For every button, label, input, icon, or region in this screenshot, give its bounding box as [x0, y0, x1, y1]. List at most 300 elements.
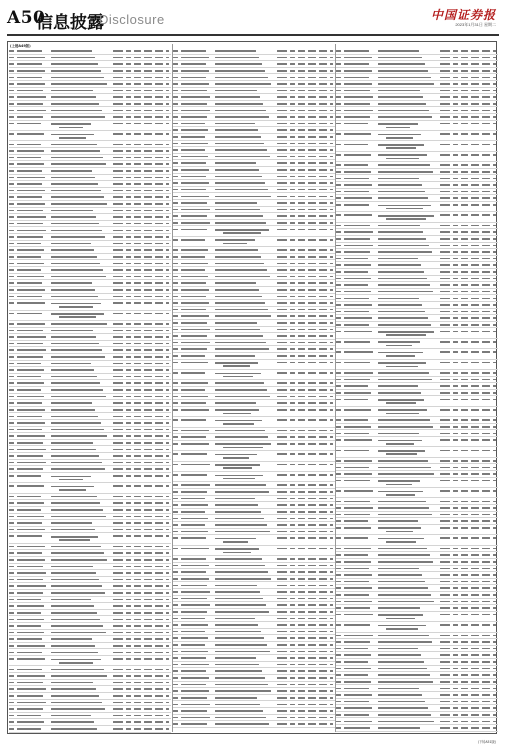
table-cell — [155, 63, 163, 65]
table-cell — [493, 688, 496, 690]
table-cell — [290, 690, 295, 692]
table-cell — [215, 454, 257, 456]
table-cell — [298, 498, 305, 500]
table-cell — [330, 591, 333, 593]
table-cell — [298, 335, 305, 337]
table-cell — [461, 661, 468, 663]
table-cell — [173, 491, 178, 493]
table-cell — [144, 566, 152, 568]
table-row — [9, 88, 171, 95]
table-cell — [298, 63, 305, 65]
table-cell — [17, 289, 45, 291]
table-cell — [51, 529, 95, 531]
table-cell — [51, 502, 100, 504]
table-cell — [471, 594, 479, 596]
table-cell — [461, 574, 468, 576]
table-cell — [471, 399, 479, 401]
table-cell — [471, 238, 479, 240]
table-row — [336, 525, 498, 535]
table-cell — [126, 416, 131, 418]
table-cell — [134, 196, 141, 198]
table-cell — [166, 688, 169, 690]
table-cell — [336, 561, 341, 563]
table-column-2 — [173, 48, 335, 732]
table-cell — [336, 537, 341, 539]
table-cell — [155, 721, 163, 723]
table-cell — [113, 429, 123, 431]
table-cell — [471, 537, 479, 539]
table-cell — [215, 103, 263, 105]
table-cell — [386, 494, 415, 496]
table-cell — [181, 598, 207, 600]
table-cell — [166, 442, 169, 444]
table-cell — [482, 727, 490, 729]
table-cell — [319, 677, 327, 679]
table-cell — [173, 229, 178, 231]
table-cell — [215, 511, 261, 513]
table-cell — [330, 484, 333, 486]
table-row — [173, 48, 335, 55]
table-cell — [330, 372, 333, 374]
table-cell — [344, 714, 369, 716]
table-cell — [336, 668, 341, 670]
table-cell — [493, 90, 496, 92]
table-cell — [330, 651, 333, 653]
table-cell — [113, 249, 123, 251]
table-cell — [173, 342, 178, 344]
table-cell — [493, 379, 496, 381]
table-cell — [126, 529, 131, 531]
table-cell — [9, 502, 14, 504]
table-row — [173, 267, 335, 274]
table-cell — [319, 504, 327, 506]
table-cell — [440, 57, 450, 59]
table-cell — [173, 531, 178, 533]
table-cell — [134, 546, 141, 548]
table-cell — [440, 460, 450, 462]
table-cell — [290, 382, 295, 384]
table-row — [9, 254, 171, 261]
table-cell — [17, 585, 46, 587]
table-cell — [134, 144, 141, 146]
table-cell — [166, 585, 169, 587]
table-row — [173, 280, 335, 287]
table-cell — [215, 443, 271, 445]
table-cell — [126, 282, 131, 284]
table-cell — [440, 467, 450, 469]
table-cell — [113, 369, 123, 371]
table-cell — [155, 269, 163, 271]
table-row — [336, 437, 498, 447]
table-cell — [298, 116, 305, 118]
table-cell — [51, 468, 105, 470]
table-cell — [336, 527, 341, 529]
table-row — [336, 471, 498, 478]
table-cell — [386, 366, 418, 368]
table-row — [9, 114, 171, 121]
table-cell — [461, 450, 468, 452]
table-cell — [181, 143, 208, 145]
table-cell — [181, 335, 207, 337]
table-cell — [277, 103, 287, 105]
table-cell — [173, 578, 178, 580]
table-cell — [166, 402, 169, 404]
table-cell — [482, 624, 490, 626]
table-cell — [134, 63, 141, 65]
table-cell — [215, 498, 255, 500]
table-cell — [330, 389, 333, 391]
table-row — [336, 339, 498, 349]
table-cell — [336, 324, 341, 326]
table-cell — [155, 708, 163, 710]
table-row — [9, 55, 171, 62]
table-cell — [308, 322, 316, 324]
table-cell — [493, 450, 496, 452]
table-cell — [9, 116, 14, 118]
table-cell — [308, 474, 316, 476]
table-cell — [51, 363, 91, 365]
table-row — [336, 464, 498, 471]
table-row — [336, 55, 498, 62]
table-cell — [471, 548, 479, 550]
table-cell — [173, 348, 178, 350]
table-cell — [51, 263, 100, 265]
table-cell — [113, 702, 123, 704]
table-cell — [17, 572, 46, 574]
table-cell — [319, 282, 327, 284]
table-cell — [277, 289, 287, 291]
table-cell — [113, 579, 123, 581]
table-cell — [386, 218, 426, 220]
table-cell — [290, 537, 295, 539]
table-cell — [144, 163, 152, 165]
table-cell — [126, 116, 131, 118]
table-cell — [298, 348, 305, 350]
table-cell — [181, 389, 205, 391]
table-cell — [155, 150, 163, 152]
table-cell — [330, 498, 333, 500]
table-cell — [378, 721, 434, 723]
table-cell — [290, 453, 295, 455]
table-cell — [461, 439, 468, 441]
table-row — [173, 489, 335, 496]
table-cell — [126, 382, 131, 384]
table-cell — [298, 209, 305, 211]
table-cell — [155, 566, 163, 568]
table-cell — [17, 183, 42, 185]
table-cell — [166, 409, 169, 411]
table-cell — [155, 416, 163, 418]
table-cell — [440, 694, 450, 696]
table-cell — [471, 501, 479, 503]
table-cell — [319, 103, 327, 105]
table-cell — [17, 163, 44, 165]
table-cell — [330, 571, 333, 573]
table-cell — [378, 278, 427, 280]
table-cell — [134, 369, 141, 371]
table-row — [173, 655, 335, 662]
table-cell — [134, 282, 141, 284]
table-cell — [181, 149, 205, 151]
table-cell — [453, 225, 458, 227]
table-cell — [113, 77, 123, 79]
table-cell — [113, 123, 123, 125]
table-cell — [181, 697, 207, 699]
table-cell — [9, 449, 14, 451]
continued-to-label: (下转A51版) — [477, 740, 496, 744]
table-cell — [9, 509, 14, 511]
table-cell — [173, 202, 178, 204]
table-cell — [344, 648, 368, 650]
table-row — [173, 582, 335, 589]
table-cell — [471, 668, 479, 670]
table-row — [9, 148, 171, 155]
table-cell — [290, 263, 295, 265]
table-cell — [126, 535, 131, 537]
table-cell — [51, 612, 97, 614]
table-cell — [166, 566, 169, 568]
table-cell — [440, 507, 450, 509]
table-cell — [482, 614, 490, 616]
table-cell — [113, 396, 123, 398]
table-cell — [378, 568, 419, 570]
table-cell — [378, 83, 434, 85]
table-cell — [144, 170, 152, 172]
table-cell — [181, 129, 208, 131]
table-cell — [378, 527, 421, 529]
table-cell — [155, 210, 163, 212]
table-cell — [482, 654, 490, 656]
table-cell — [134, 243, 141, 245]
table-cell — [173, 70, 178, 72]
table-cell — [290, 296, 295, 298]
table-cell — [155, 502, 163, 504]
table-cell — [453, 527, 458, 529]
table-cell — [344, 654, 371, 656]
table-cell — [144, 658, 152, 660]
table-cell — [471, 311, 479, 313]
table-cell — [440, 419, 450, 421]
table-cell — [308, 571, 316, 573]
table-cell — [17, 516, 44, 518]
table-cell — [378, 304, 422, 306]
table-cell — [173, 372, 178, 374]
table-cell — [9, 728, 14, 730]
table-cell — [493, 204, 496, 206]
table-cell — [290, 704, 295, 706]
table-cell — [298, 684, 305, 686]
table-row — [336, 725, 498, 732]
table-cell — [493, 439, 496, 441]
table-cell — [461, 594, 468, 596]
table-cell — [17, 57, 45, 59]
table-cell — [308, 50, 316, 52]
table-cell — [144, 396, 152, 398]
table-cell — [440, 439, 450, 441]
table-row — [9, 460, 171, 467]
table-cell — [308, 149, 316, 151]
table-cell — [453, 133, 458, 135]
table-cell — [215, 373, 261, 375]
table-cell — [51, 619, 100, 621]
table-cell — [440, 607, 450, 609]
table-cell — [344, 701, 369, 703]
table-row — [9, 400, 171, 407]
table-cell — [330, 63, 333, 65]
table-cell — [290, 110, 295, 112]
table-cell — [9, 579, 14, 581]
table-cell — [17, 144, 41, 146]
table-cell — [461, 554, 468, 556]
table-cell — [453, 154, 458, 156]
table-cell — [290, 396, 295, 398]
table-cell — [155, 382, 163, 384]
table-cell — [461, 284, 468, 286]
table-cell — [344, 317, 372, 319]
table-cell — [173, 335, 178, 337]
table-cell — [482, 204, 490, 206]
table-cell — [126, 546, 131, 548]
table-cell — [17, 535, 42, 537]
table-cell — [290, 697, 295, 699]
table-cell — [493, 561, 496, 563]
table-cell — [113, 363, 123, 365]
table-cell — [461, 490, 468, 492]
table-cell — [17, 435, 45, 437]
table-cell — [378, 701, 425, 703]
table-cell — [336, 392, 341, 394]
table-row — [173, 589, 335, 596]
table-cell — [440, 574, 450, 576]
table-row — [9, 241, 171, 248]
table-cell — [319, 585, 327, 587]
table-cell — [181, 182, 209, 184]
table-cell — [181, 537, 206, 539]
table-cell — [319, 70, 327, 72]
table-cell — [181, 604, 210, 606]
table-cell — [471, 83, 479, 85]
table-cell — [113, 625, 123, 627]
table-cell — [319, 129, 327, 131]
table-cell — [277, 484, 287, 486]
table-cell — [144, 721, 152, 723]
table-cell — [319, 618, 327, 620]
table-cell — [17, 210, 43, 212]
table-cell — [330, 396, 333, 398]
table-row — [9, 168, 171, 175]
table-cell — [113, 502, 123, 504]
table-cell — [344, 197, 372, 199]
table-cell — [378, 352, 423, 354]
table-cell — [277, 77, 287, 79]
table-cell — [9, 475, 14, 477]
table-cell — [330, 282, 333, 284]
table-column-3 — [336, 48, 498, 732]
table-cell — [17, 546, 45, 548]
table-cell — [134, 396, 141, 398]
table-cell — [51, 243, 91, 245]
table-cell — [134, 249, 141, 251]
table-cell — [344, 251, 370, 253]
table-cell — [344, 721, 372, 723]
table-cell — [9, 572, 14, 574]
table-cell — [134, 216, 141, 218]
table-cell — [277, 302, 287, 304]
table-cell — [166, 728, 169, 730]
table-row — [336, 289, 498, 296]
table-cell — [378, 50, 419, 52]
table-cell — [378, 341, 420, 343]
table-cell — [113, 509, 123, 511]
table-row — [9, 649, 171, 656]
table-cell — [461, 90, 468, 92]
table-row — [336, 692, 498, 699]
table-cell — [144, 546, 152, 548]
table-cell — [51, 90, 93, 92]
table-cell — [378, 164, 430, 166]
table-cell — [51, 376, 97, 378]
table-cell — [319, 697, 327, 699]
table-cell — [471, 245, 479, 247]
table-cell — [166, 249, 169, 251]
table-cell — [113, 669, 123, 671]
table-cell — [51, 682, 93, 684]
table-cell — [482, 271, 490, 273]
table-cell — [51, 196, 104, 198]
table-cell — [155, 422, 163, 424]
table-cell — [290, 149, 295, 151]
table-cell — [319, 389, 327, 391]
table-cell — [9, 669, 14, 671]
table-cell — [181, 651, 208, 653]
table-cell — [134, 90, 141, 92]
table-row — [173, 127, 335, 134]
table-cell — [298, 342, 305, 344]
table-cell — [166, 468, 169, 470]
table-cell — [482, 83, 490, 85]
table-cell — [336, 648, 341, 650]
table-cell — [482, 467, 490, 469]
table-row — [173, 220, 335, 227]
table-cell — [330, 670, 333, 672]
table-cell — [134, 157, 141, 159]
table-row — [9, 433, 171, 440]
table-cell — [181, 585, 207, 587]
table-cell — [330, 677, 333, 679]
table-cell — [298, 196, 305, 198]
table-cell — [298, 176, 305, 178]
table-cell — [173, 329, 178, 331]
table-cell — [493, 409, 496, 411]
table-cell — [181, 498, 205, 500]
table-row — [9, 131, 171, 141]
table-cell — [134, 256, 141, 258]
table-cell — [181, 309, 206, 311]
table-cell — [344, 304, 372, 306]
table-cell — [113, 435, 123, 437]
table-cell — [126, 462, 131, 464]
table-cell — [378, 574, 422, 576]
table-cell — [113, 263, 123, 265]
table-cell — [319, 670, 327, 672]
table-cell — [471, 116, 479, 118]
table-cell — [336, 83, 341, 85]
table-cell — [9, 389, 14, 391]
table-cell — [493, 304, 496, 306]
table-cell — [336, 688, 341, 690]
table-cell — [144, 422, 152, 424]
table-cell — [344, 231, 373, 233]
